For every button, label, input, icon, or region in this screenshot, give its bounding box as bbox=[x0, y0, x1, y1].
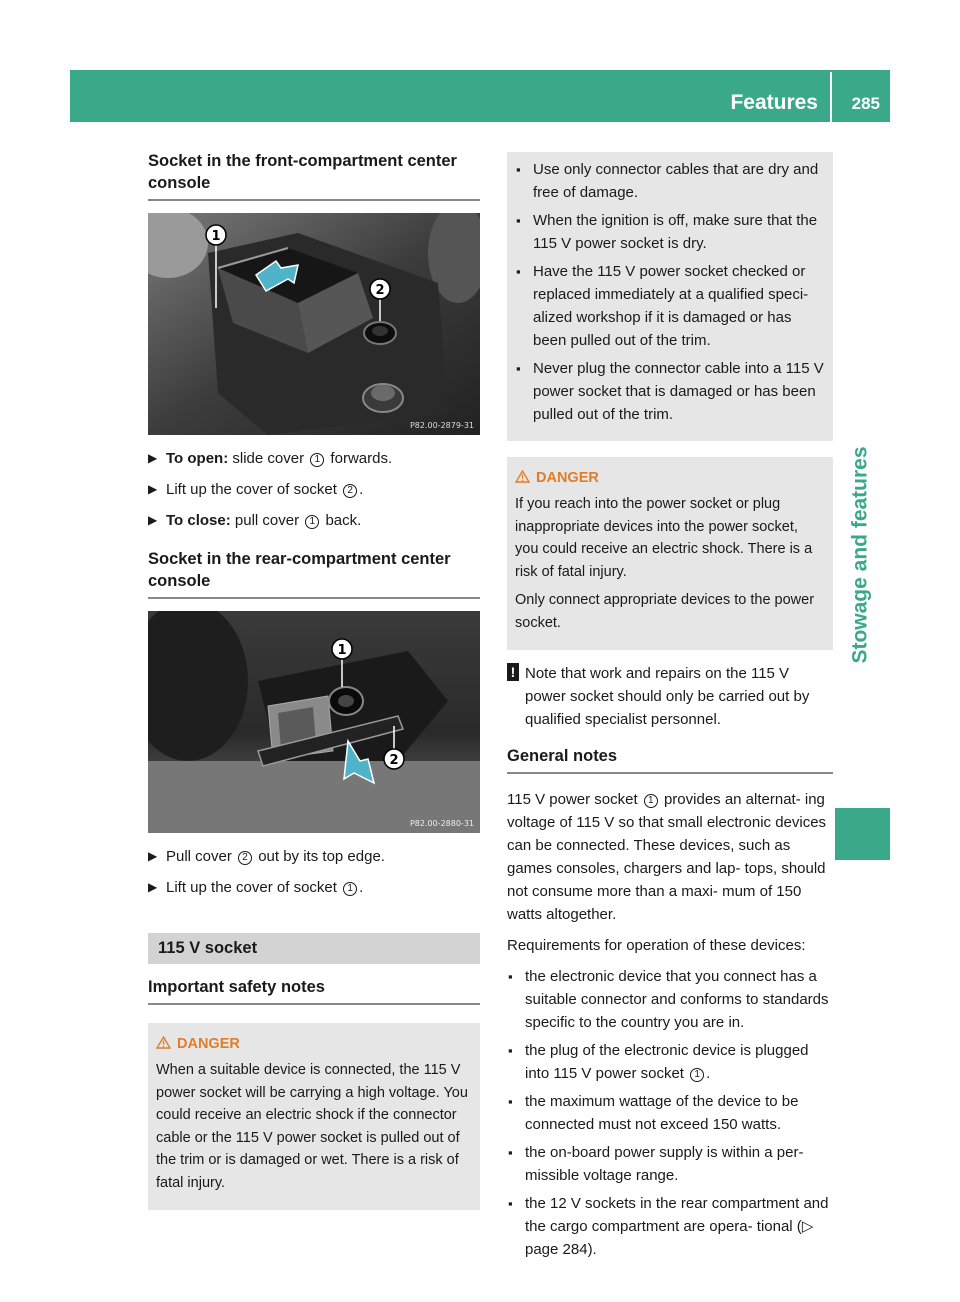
callout-number: 1 bbox=[690, 1068, 704, 1082]
page-ref-link[interactable]: page 284). bbox=[525, 1241, 597, 1258]
side-tab bbox=[840, 340, 880, 770]
front-console-image bbox=[148, 213, 480, 435]
requirements-intro: Requirements for operation of these devices: bbox=[507, 937, 806, 954]
rear-console-photo bbox=[148, 611, 480, 833]
step-arrow-icon: ▶ bbox=[148, 451, 158, 465]
bullet-icon: ▪ bbox=[516, 162, 521, 177]
callout-number: 1 bbox=[305, 515, 319, 529]
requirement-item: ▪ the plug of the electronic device is plugged into 115 V power socket 1 . bbox=[507, 1039, 833, 1085]
side-tab-block bbox=[835, 808, 890, 860]
svg-text:2: 2 bbox=[389, 753, 399, 768]
safety-bullet: ▪ When the ignition is off, make sure that the 115 V power socket is dry. bbox=[515, 209, 825, 255]
danger-text-1: If you reach into the power socket or plug inappropriate devices into the power socket, you could receive an electric shock. There is a risk of fatal injury. bbox=[515, 496, 813, 580]
safety-bullets-box bbox=[507, 152, 833, 441]
danger-text-2: Only connect appropriate devices to the power socket. bbox=[515, 592, 815, 631]
left-column bbox=[148, 150, 480, 1210]
bullet-icon: ▪ bbox=[508, 1196, 513, 1211]
header-title: Features bbox=[730, 91, 818, 114]
requirement-item: ▪ the electronic device that you connect has a suitable connector and conforms to standards specific to the country you are in. bbox=[507, 965, 833, 1034]
general-notes-heading: General notes bbox=[507, 745, 833, 774]
svg-text:1: 1 bbox=[337, 643, 347, 658]
warning-triangle-icon bbox=[156, 1036, 171, 1049]
danger-heading: DANGER bbox=[156, 1033, 472, 1056]
rear-socket-heading: Socket in the rear-compartment center console bbox=[148, 548, 480, 599]
bullet-icon: ▪ bbox=[508, 1094, 513, 1109]
front-step-2: ▶ Lift up the cover of socket 2 . bbox=[148, 478, 480, 501]
danger-box-left bbox=[148, 1023, 480, 1210]
callout-number: 1 bbox=[644, 794, 658, 808]
step-arrow-icon: ▶ bbox=[148, 880, 158, 894]
right-column bbox=[507, 152, 833, 1266]
rear-steps bbox=[148, 845, 480, 899]
callout-number: 2 bbox=[343, 484, 357, 498]
requirement-item: ▪ the on-board power supply is within a per- missible voltage range. bbox=[507, 1141, 833, 1187]
svg-text:P82.00-2879-31: P82.00-2879-31 bbox=[409, 421, 474, 430]
danger-box-right bbox=[507, 457, 833, 650]
svg-text:1: 1 bbox=[211, 229, 221, 244]
svg-text:P82.00-2880-31: P82.00-2880-31 bbox=[409, 819, 474, 828]
danger-text: When a suitable device is connected, the 115 V power socket will be carrying a high voltage. You could receive an electric shock if the connector cable or the 115 V power socket is pulled out of the trim or is damaged or wet. There is a risk of fatal injury. bbox=[156, 1062, 468, 1191]
header-bar bbox=[70, 70, 890, 122]
safety-bullet: ▪ Never plug the connector cable into a 115 V power socket that is damaged or has been pulled out of the trim. bbox=[515, 357, 825, 426]
step-arrow-icon: ▶ bbox=[148, 482, 158, 496]
front-console-photo bbox=[148, 213, 480, 435]
exclamation-icon: ! bbox=[507, 663, 519, 681]
step-arrow-icon: ▶ bbox=[148, 513, 158, 527]
repair-note: ! Note that work and repairs on the 115 V power socket should only be carried out by qualified specialist personnel. bbox=[507, 662, 833, 731]
bullet-icon: ▪ bbox=[508, 969, 513, 984]
requirement-item: ▪ the 12 V sockets in the rear compartment and the cargo compartment are opera- tional (▷ page 284). bbox=[507, 1192, 833, 1261]
bullet-icon: ▪ bbox=[516, 361, 521, 376]
header-separator bbox=[830, 72, 832, 122]
safety-bullet: ▪ Have the 115 V power socket checked or replaced immediately at a qualified speci- alized workshop if it is damaged or has been pulled out of the trim. bbox=[515, 260, 825, 352]
page-ref-arrow-icon: ▷ bbox=[801, 1218, 814, 1235]
section-title-115v: 115 V socket bbox=[148, 933, 480, 964]
bullet-icon: ▪ bbox=[508, 1145, 513, 1160]
rear-step-1: ▶ Pull cover 2 out by its top edge. bbox=[148, 845, 480, 868]
front-step-3: ▶ To close: pull cover 1 back. bbox=[148, 509, 480, 532]
safety-bullet: ▪ Use only connector cables that are dry and free of damage. bbox=[515, 158, 825, 204]
bullet-icon: ▪ bbox=[516, 264, 521, 279]
step-arrow-icon: ▶ bbox=[148, 849, 158, 863]
requirements-list bbox=[507, 965, 833, 1261]
side-tab-label: Stowage and features bbox=[848, 446, 872, 664]
requirement-item: ▪ the maximum wattage of the device to be connected must not exceed 150 watts. bbox=[507, 1090, 833, 1136]
callout-number: 1 bbox=[310, 453, 324, 467]
svg-text:2: 2 bbox=[375, 283, 385, 298]
front-step-1: ▶ To open: slide cover 1 forwards. bbox=[148, 447, 480, 470]
warning-triangle-icon bbox=[515, 470, 530, 483]
danger-heading: DANGER bbox=[515, 467, 825, 490]
front-socket-heading: Socket in the front-compartment center console bbox=[148, 150, 480, 201]
bullet-icon: ▪ bbox=[516, 213, 521, 228]
page-number: 285 bbox=[851, 94, 880, 113]
front-steps bbox=[148, 447, 480, 532]
bullet-icon: ▪ bbox=[508, 1043, 513, 1058]
callout-number: 1 bbox=[343, 882, 357, 896]
rear-step-2: ▶ Lift up the cover of socket 1 . bbox=[148, 876, 480, 899]
safety-notes-heading: Important safety notes bbox=[148, 976, 480, 1005]
general-notes-text: 115 V power socket 1 provides an alternat- ing voltage of 115 V so that small electronic devices can be connected. These devices, such as games consoles, chargers and lap- tops, should not consume more than a maxi- mum of 150 watts altogether. bbox=[507, 791, 827, 923]
callout-number: 2 bbox=[238, 851, 252, 865]
rear-console-image bbox=[148, 611, 480, 833]
